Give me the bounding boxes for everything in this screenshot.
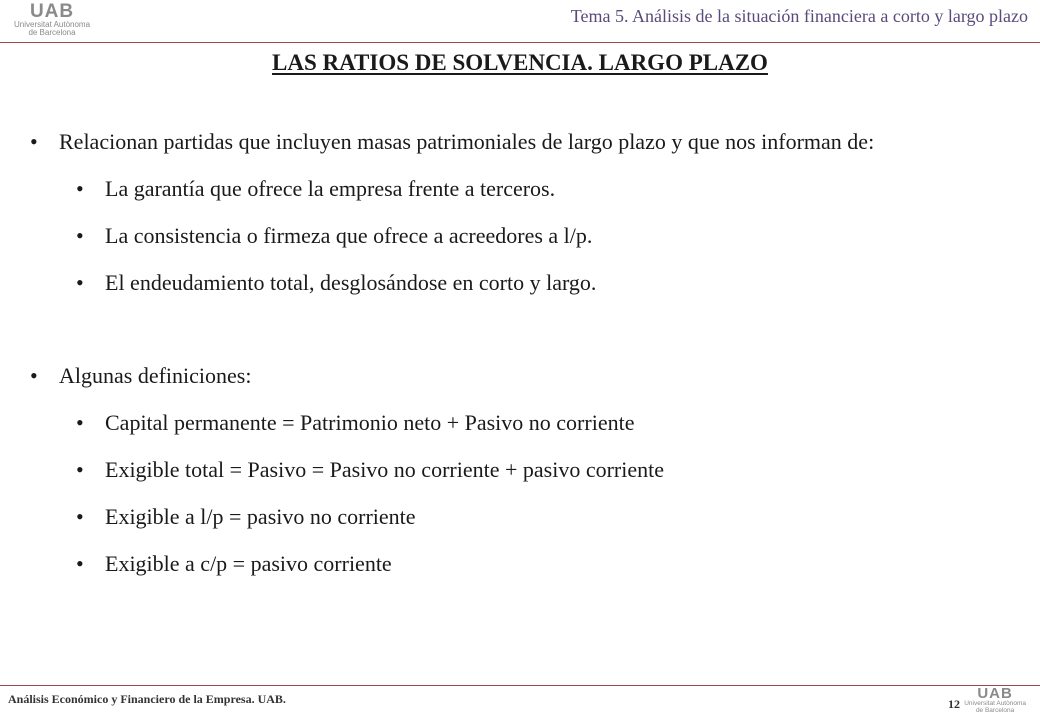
header-divider	[0, 42, 1040, 43]
logo-line-2: de Barcelona	[28, 28, 76, 38]
bullet-dot: •	[76, 551, 84, 576]
bullet-text: Exigible a c/p = pasivo corriente	[105, 551, 392, 576]
logo-mark: UAB	[977, 685, 1013, 702]
logo-line-2: de Barcelona	[975, 706, 1015, 714]
footer-course-name: Análisis Económico y Financiero de la Empresa. UAB.	[8, 692, 286, 706]
bullet-dot: •	[30, 129, 38, 154]
bullet-dot: •	[76, 270, 84, 295]
sub-bullet-item	[30, 212, 1006, 259]
logo-line-1: Universitat Autònoma	[964, 700, 1026, 707]
bullet-text: La consistencia o firmeza que ofrece a acreedores a l/p.	[105, 223, 593, 248]
bullet-text: Capital permanente = Patrimonio neto + Pasivo no corriente	[105, 410, 635, 435]
page-number: 12	[948, 697, 960, 711]
sub-bullet-item	[30, 399, 1006, 446]
bullet-text: La garantía que ofrece la empresa frente a terceros.	[105, 176, 556, 201]
spacer	[30, 306, 1006, 352]
sub-bullet-item	[30, 446, 1006, 493]
bullet-dot: •	[30, 363, 38, 388]
slide-title: LAS RATIOS DE SOLVENCIA. LARGO PLAZO	[272, 50, 768, 75]
uab-logo-top	[14, 2, 90, 38]
bullet-text: Exigible total = Pasivo = Pasivo no corriente + pasivo corriente	[105, 457, 664, 482]
uab-logo-bottom	[964, 686, 1026, 715]
bullet-dot: •	[76, 410, 84, 435]
bullet-text: Exigible a l/p = pasivo no corriente	[105, 504, 416, 529]
bullet-dot: •	[76, 457, 84, 482]
bullet-item	[30, 118, 1006, 165]
slide-content	[30, 118, 1006, 587]
bullet-dot: •	[76, 223, 84, 248]
sub-bullet-item	[30, 493, 1006, 540]
bullet-text: El endeudamiento total, desglosándose en corto y largo.	[105, 270, 597, 295]
bullet-item	[30, 352, 1006, 399]
bullet-text: Relacionan partidas que incluyen masas patrimoniales de largo plazo y que nos informan de:	[59, 129, 875, 154]
bullet-dot: •	[76, 176, 84, 201]
sub-bullet-item	[30, 259, 1006, 306]
footer-divider	[0, 685, 1040, 686]
bullet-text: Algunas definiciones:	[59, 363, 252, 388]
logo-mark: UAB	[29, 1, 75, 22]
sub-bullet-item	[30, 165, 1006, 212]
bullet-dot: •	[76, 504, 84, 529]
logo-line-1: Universitat Autònoma	[14, 20, 91, 29]
header-title: Tema 5. Análisis de la situación financiera a corto y largo plazo	[570, 6, 1028, 26]
sub-bullet-item	[30, 540, 1006, 587]
